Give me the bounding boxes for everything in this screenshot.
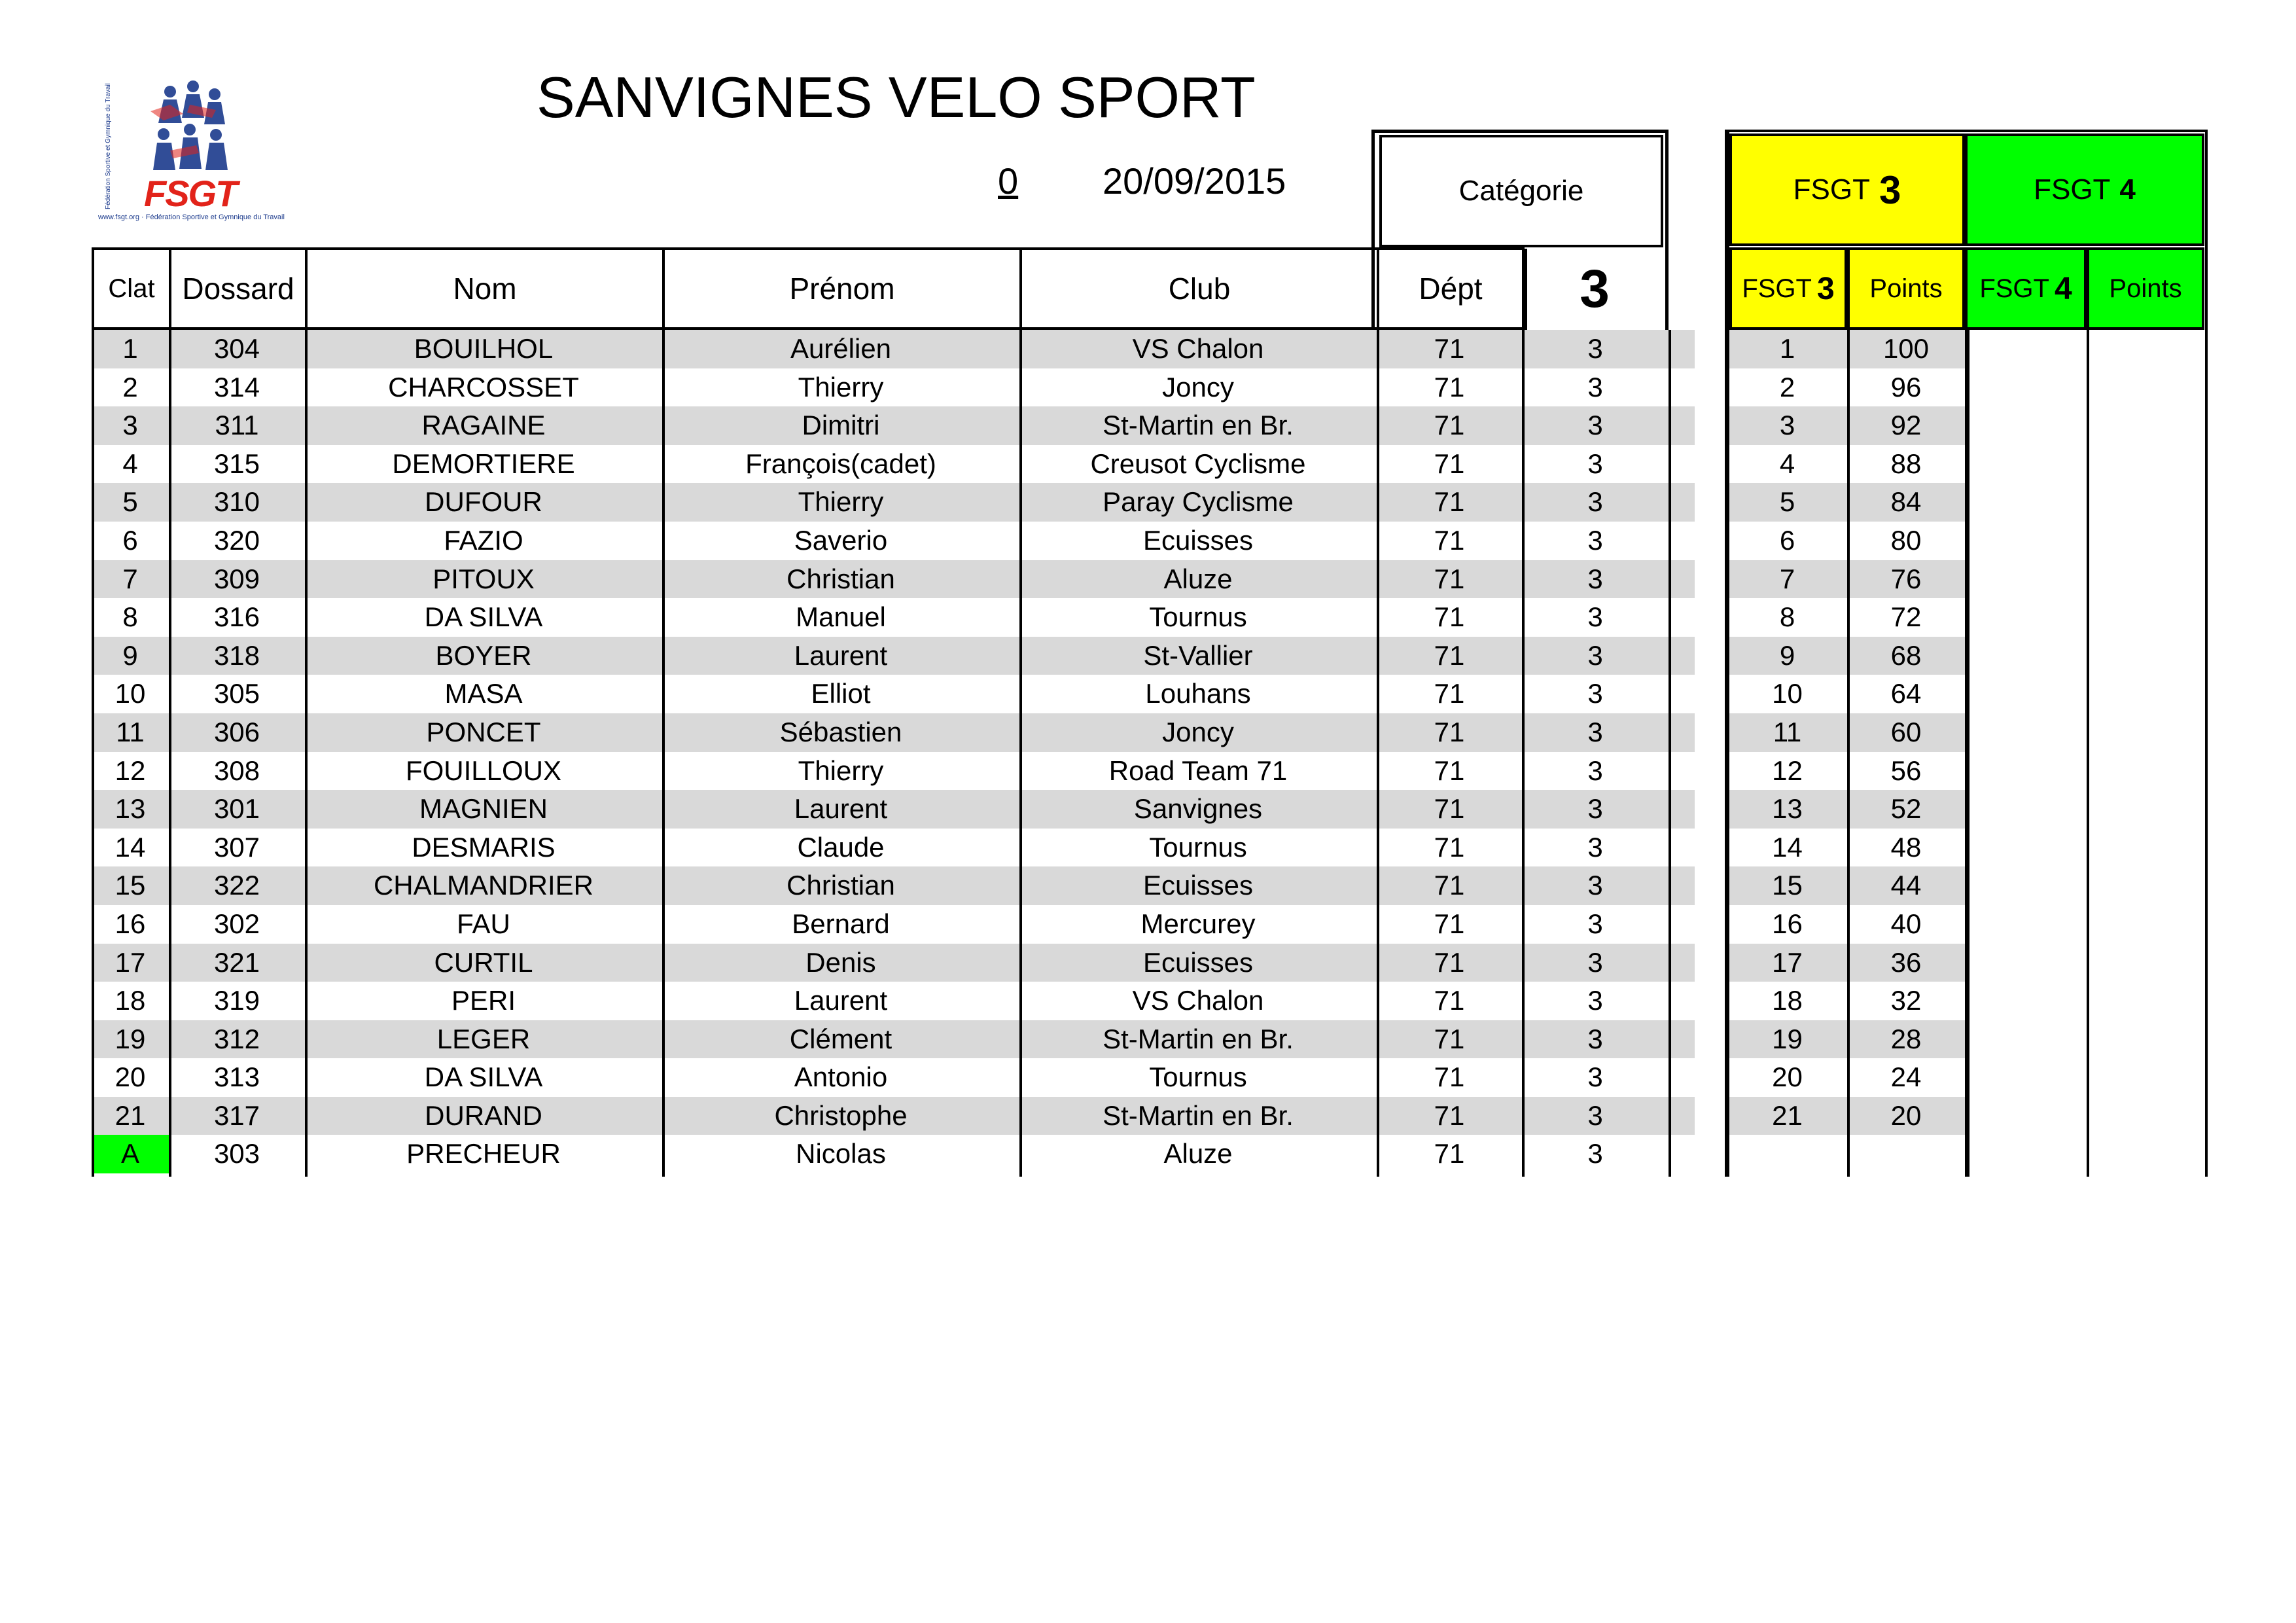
table-row	[92, 1058, 2208, 1097]
table-row	[92, 675, 2208, 713]
cell-club: Ecuisses	[1142, 870, 1254, 901]
cell-dept: 71	[1434, 755, 1465, 786]
page-title: SANVIGNES VELO SPORT	[537, 65, 1256, 130]
cell-prenom: Clément	[789, 1023, 892, 1054]
cell-fsgt3-rank: 14	[1772, 831, 1803, 863]
cell-dossard: 319	[213, 985, 260, 1016]
cell-prenom: Sébastien	[779, 716, 902, 747]
cell-fsgt3-points: 72	[1890, 601, 1922, 633]
cell-nom: FAU	[457, 908, 510, 939]
fsgt4-header: FSGT 4	[1965, 134, 2204, 246]
race-number: 0	[998, 160, 1019, 202]
cell-fsgt3-rank: 20	[1772, 1061, 1803, 1093]
cell-club: VS Chalon	[1132, 333, 1264, 364]
table-row	[92, 598, 2208, 637]
cell-fsgt3-points	[1847, 1135, 1965, 1173]
cell-fsgt3-points: 96	[1890, 371, 1922, 402]
cell-dept: 71	[1434, 793, 1465, 825]
cell-category: 3	[1587, 1099, 1603, 1131]
cell-club: Road Team 71	[1108, 755, 1288, 786]
cell-nom: DA SILVA	[424, 1061, 543, 1093]
fsgt3-points-header: Points	[1847, 247, 1965, 330]
cell-clat: 2	[122, 371, 138, 402]
cell-dept: 71	[1434, 563, 1465, 594]
cell-nom: DESMARIS	[412, 831, 556, 863]
cell-club: Tournus	[1149, 601, 1247, 633]
cell-fsgt3-points: 28	[1890, 1023, 1922, 1054]
cell-club: St-Martin en Br.	[1103, 410, 1294, 441]
cell-club: Creusot Cyclisme	[1090, 448, 1306, 479]
cell-category: 3	[1587, 870, 1603, 901]
cell-dept: 71	[1434, 524, 1465, 556]
table-row	[92, 866, 2208, 905]
cell-dept: 71	[1434, 371, 1465, 402]
category-value: 3	[1525, 249, 1662, 330]
table-row	[92, 637, 2208, 675]
cell-prenom: Saverio	[794, 524, 888, 556]
cell-dept: 71	[1434, 678, 1465, 709]
fsgt4-points-header: Points	[2087, 247, 2204, 330]
table-row	[92, 445, 2208, 484]
cell-fsgt3-rank: 13	[1772, 793, 1803, 825]
logo-side-text: Fédération Sportive et Gymnique du Travail	[105, 83, 112, 209]
table-row	[92, 368, 2208, 407]
cell-prenom: Christian	[786, 870, 895, 901]
col-dept: Dépt	[1377, 247, 1525, 330]
cell-category: 3	[1587, 678, 1603, 709]
cell-fsgt3-points: 36	[1890, 946, 1922, 978]
table-row	[92, 752, 2208, 791]
cell-club: VS Chalon	[1132, 985, 1264, 1016]
cell-club: Aluze	[1163, 1138, 1233, 1169]
cell-dept: 71	[1434, 946, 1465, 978]
cell-club: Paray Cyclisme	[1103, 486, 1294, 518]
cell-prenom: Aurélien	[790, 333, 892, 364]
cell-category: 3	[1587, 524, 1603, 556]
cell-fsgt3-points: 100	[1882, 333, 1930, 364]
cell-prenom: Laurent	[794, 639, 888, 671]
cell-category: 3	[1587, 410, 1603, 441]
cell-dossard: 309	[213, 563, 260, 594]
cell-category: 3	[1587, 793, 1603, 825]
cell-dossard: 302	[213, 908, 260, 939]
athletes-figure-icon	[144, 72, 236, 183]
cell-fsgt3-points: 52	[1890, 793, 1922, 825]
cell-dossard: 303	[213, 1138, 260, 1169]
cell-dossard: 307	[213, 831, 260, 863]
cell-category: 3	[1587, 985, 1603, 1016]
category-label: Catégorie	[1379, 135, 1663, 247]
cell-prenom: Laurent	[794, 985, 888, 1016]
cell-nom: PRECHEUR	[406, 1138, 561, 1169]
cell-clat: 5	[122, 486, 138, 518]
table-row	[92, 713, 2208, 752]
cell-clat: 6	[122, 524, 138, 556]
cell-clat: 16	[115, 908, 146, 939]
cell-fsgt3-rank: 5	[1779, 486, 1795, 518]
cell-nom: DEMORTIERE	[392, 448, 575, 479]
cell-category: 3	[1587, 1061, 1603, 1093]
cell-prenom: Nicolas	[796, 1138, 886, 1169]
cell-clat: 9	[122, 639, 138, 671]
cell-clat: 1	[122, 333, 138, 364]
cell-dossard: 304	[213, 333, 260, 364]
fsgt3-header: FSGT 3	[1729, 134, 1965, 246]
cell-category: 3	[1587, 831, 1603, 863]
cell-category: 3	[1587, 333, 1603, 364]
cell-prenom: Thierry	[798, 486, 884, 518]
cell-clat: 3	[122, 410, 138, 441]
cell-clat: 17	[115, 946, 146, 978]
cell-dept: 71	[1434, 1023, 1465, 1054]
cell-dept: 71	[1434, 716, 1465, 747]
cell-prenom: Dimitri	[802, 410, 880, 441]
cell-dossard: 311	[215, 410, 259, 441]
cell-category: 3	[1587, 563, 1603, 594]
cell-club: Ecuisses	[1142, 524, 1254, 556]
cell-fsgt3-rank: 15	[1772, 870, 1803, 901]
cell-category: 3	[1587, 1023, 1603, 1054]
cell-fsgt3-points: 32	[1890, 985, 1922, 1016]
cell-prenom: Antonio	[794, 1061, 888, 1093]
cell-category: 3	[1587, 755, 1603, 786]
cell-dept: 71	[1434, 1061, 1465, 1093]
cell-fsgt3-points: 76	[1890, 563, 1922, 594]
cell-nom: MAGNIEN	[419, 793, 548, 825]
cell-nom: CURTIL	[434, 946, 533, 978]
cell-dept: 71	[1434, 410, 1465, 441]
cell-prenom: Laurent	[794, 793, 888, 825]
cell-category: 3	[1587, 1138, 1603, 1169]
cell-dept: 71	[1434, 601, 1465, 633]
cell-prenom: Christian	[786, 563, 895, 594]
table-row	[92, 1097, 2208, 1135]
cell-club: Joncy	[1162, 716, 1234, 747]
table-row	[92, 560, 2208, 599]
results-table	[92, 330, 2208, 1173]
table-row	[92, 944, 2208, 982]
cell-dept: 71	[1434, 870, 1465, 901]
cell-nom: BOYER	[435, 639, 532, 671]
cell-dossard: 312	[213, 1023, 260, 1054]
cell-dept: 71	[1434, 1138, 1465, 1169]
cell-club: Tournus	[1149, 1061, 1247, 1093]
cell-fsgt3-rank	[1727, 1135, 1847, 1173]
cell-clat: 4	[122, 448, 138, 479]
cell-dept: 71	[1434, 639, 1465, 671]
cell-club: St-Vallier	[1143, 639, 1253, 671]
cell-dept: 71	[1434, 486, 1465, 518]
cell-prenom: Elliot	[811, 678, 871, 709]
cell-dossard: 322	[213, 870, 260, 901]
cell-fsgt3-points: 40	[1890, 908, 1922, 939]
cell-fsgt3-points: 24	[1890, 1061, 1922, 1093]
cell-club: Sanvignes	[1133, 793, 1263, 825]
col-nom: Nom	[305, 247, 662, 330]
cell-fsgt3-rank: 19	[1772, 1023, 1803, 1054]
cell-nom: DA SILVA	[424, 601, 543, 633]
fsgt4-rank-header: FSGT 4	[1965, 247, 2087, 330]
cell-dept: 71	[1434, 831, 1465, 863]
cell-nom: PITOUX	[433, 563, 535, 594]
table-row	[92, 829, 2208, 867]
cell-dossard: 315	[213, 448, 260, 479]
cell-fsgt3-points: 48	[1890, 831, 1922, 863]
cell-nom: DUFOUR	[425, 486, 542, 518]
cell-fsgt3-points: 60	[1890, 716, 1922, 747]
logo-caption: www.fsgt.org · Fédération Sportive et Gymnique du Travail	[98, 213, 285, 221]
cell-prenom: Claude	[797, 831, 885, 863]
cell-category: 3	[1587, 946, 1603, 978]
col-dossard: Dossard	[169, 247, 305, 330]
table-row	[92, 1135, 2208, 1173]
cell-nom: MASA	[444, 678, 523, 709]
cell-fsgt3-rank: 12	[1772, 755, 1803, 786]
table-row	[92, 330, 2208, 368]
cell-fsgt3-rank: 16	[1772, 908, 1803, 939]
cell-prenom: Thierry	[798, 371, 884, 402]
fsgt3-rank-header: FSGT 3	[1729, 247, 1847, 330]
cell-clat: 15	[115, 870, 146, 901]
cell-dossard: 305	[213, 678, 260, 709]
cell-fsgt3-points: 56	[1890, 755, 1922, 786]
cell-clat: 14	[115, 831, 146, 863]
cell-category: 3	[1587, 448, 1603, 479]
cell-dossard: 310	[213, 486, 260, 518]
cell-category: 3	[1587, 716, 1603, 747]
cell-category: 3	[1587, 601, 1603, 633]
cell-dept: 71	[1434, 908, 1465, 939]
col-club: Club	[1019, 247, 1377, 330]
cell-club: St-Martin en Br.	[1103, 1023, 1294, 1054]
cell-nom: CHARCOSSET	[388, 371, 579, 402]
cell-nom: PONCET	[426, 716, 541, 747]
fsgt-logo	[98, 72, 285, 229]
cell-club: Tournus	[1149, 831, 1247, 863]
cell-fsgt3-rank: 3	[1779, 410, 1795, 441]
cell-category: 3	[1587, 371, 1603, 402]
cell-category: 3	[1587, 486, 1603, 518]
cell-nom: RAGAINE	[421, 410, 546, 441]
cell-fsgt3-rank: 7	[1779, 563, 1795, 594]
cell-prenom: Denis	[805, 946, 876, 978]
cell-prenom: Christophe	[774, 1099, 908, 1131]
cell-fsgt3-rank: 6	[1779, 524, 1795, 556]
cell-dossard: 316	[213, 601, 260, 633]
cell-nom: FAZIO	[444, 524, 523, 556]
cell-fsgt3-points: 20	[1890, 1099, 1922, 1131]
cell-prenom: Bernard	[792, 908, 890, 939]
cell-clat: 13	[115, 793, 146, 825]
table-row	[92, 406, 2208, 445]
cell-dept: 71	[1434, 333, 1465, 364]
cell-dossard: 321	[213, 946, 260, 978]
cell-clat: 7	[122, 563, 138, 594]
cell-club: Mercurey	[1140, 908, 1256, 939]
cell-dossard: 308	[213, 755, 260, 786]
col-clat: Clat	[92, 247, 169, 330]
cell-fsgt3-rank: 9	[1779, 639, 1795, 671]
cell-category: 3	[1587, 908, 1603, 939]
cell-club: Joncy	[1162, 371, 1234, 402]
table-row	[92, 1020, 2208, 1059]
cell-dossard: 313	[213, 1061, 260, 1093]
cell-fsgt3-points: 88	[1890, 448, 1922, 479]
cell-nom: LEGER	[436, 1023, 531, 1054]
cell-club: Louhans	[1145, 678, 1251, 709]
cell-fsgt3-rank: 1	[1779, 333, 1795, 364]
cell-clat: 21	[115, 1099, 146, 1131]
cell-nom: DURAND	[425, 1099, 542, 1131]
cell-club: St-Martin en Br.	[1103, 1099, 1294, 1131]
cell-fsgt3-points: 44	[1890, 870, 1922, 901]
cell-fsgt3-points: 92	[1890, 410, 1922, 441]
cell-clat: 8	[122, 601, 138, 633]
cell-fsgt3-points: 80	[1890, 524, 1922, 556]
cell-clat: 19	[115, 1023, 146, 1054]
cell-dossard: 317	[213, 1099, 260, 1131]
logo-text: FSGT	[144, 173, 237, 214]
cell-dept: 71	[1434, 1099, 1465, 1131]
cell-dossard: 301	[213, 793, 260, 825]
cell-nom: BOUILHOL	[414, 333, 554, 364]
cell-fsgt3-rank: 21	[1772, 1099, 1803, 1131]
cell-fsgt3-rank: 18	[1772, 985, 1803, 1016]
cell-dossard: 318	[213, 639, 260, 671]
cell-clat: 18	[115, 985, 146, 1016]
cell-dept: 71	[1434, 448, 1465, 479]
cell-dept: 71	[1434, 985, 1465, 1016]
cell-fsgt3-rank: 2	[1779, 371, 1795, 402]
cell-fsgt3-rank: 17	[1772, 946, 1803, 978]
cell-dossard: 314	[213, 371, 260, 402]
table-row	[92, 790, 2208, 829]
col-prenom: Prénom	[662, 247, 1019, 330]
cell-fsgt3-rank: 4	[1779, 448, 1795, 479]
cell-clat: 11	[116, 716, 145, 747]
cell-club: Aluze	[1163, 563, 1233, 594]
cell-dossard: 320	[213, 524, 260, 556]
cell-fsgt3-rank: 10	[1772, 678, 1803, 709]
cell-club: Ecuisses	[1142, 946, 1254, 978]
cell-prenom: Manuel	[796, 601, 886, 633]
table-row	[92, 982, 2208, 1020]
table-row	[92, 483, 2208, 522]
cell-nom: CHALMANDRIER	[373, 870, 594, 901]
cell-fsgt3-points: 64	[1890, 678, 1922, 709]
cell-prenom: Thierry	[798, 755, 884, 786]
cell-fsgt3-rank: 11	[1773, 716, 1802, 747]
cell-clat: 12	[115, 755, 146, 786]
cell-clat: A	[92, 1135, 169, 1173]
cell-prenom: François(cadet)	[745, 448, 936, 479]
cell-fsgt3-rank: 8	[1779, 601, 1795, 633]
cell-clat: 20	[115, 1061, 146, 1093]
cell-clat: 10	[115, 678, 146, 709]
table-row	[92, 905, 2208, 944]
cell-dossard: 306	[213, 716, 260, 747]
cell-nom: FOUILLOUX	[405, 755, 562, 786]
cell-fsgt3-points: 84	[1890, 486, 1922, 518]
race-date: 20/09/2015	[1103, 160, 1286, 202]
table-row	[92, 522, 2208, 560]
cell-category: 3	[1587, 639, 1603, 671]
cell-nom: PERI	[451, 985, 516, 1016]
cell-fsgt3-points: 68	[1890, 639, 1922, 671]
